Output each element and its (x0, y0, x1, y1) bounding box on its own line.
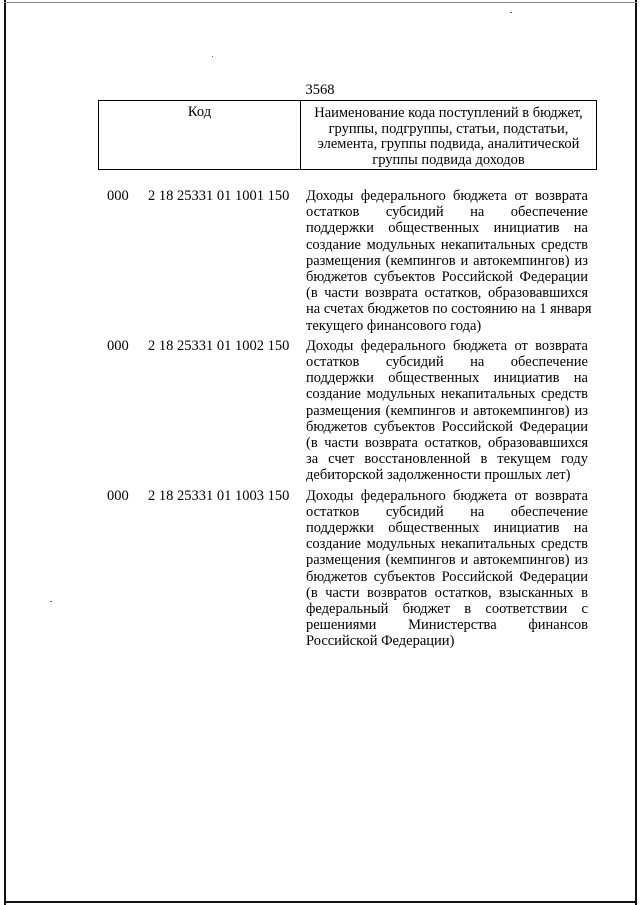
admin-code: 000 (107, 188, 129, 204)
header-name-line: группы подвида доходов (372, 151, 525, 168)
page-edge-top (4, 2, 637, 3)
description-line: размещения (кемпингов и автокемпингов) из (306, 252, 588, 269)
page-edge-bottom (4, 901, 637, 903)
description-line: (в части возвратов остатков, взысканных в (306, 584, 588, 601)
description-line: размещения (кемпингов и автокемпингов) из (306, 552, 588, 569)
table-row (0, 188, 640, 334)
scan-speck (212, 56, 213, 57)
income-description (306, 338, 588, 484)
page-number: 3568 (305, 82, 335, 98)
table-row (0, 338, 640, 484)
description-line: поддержки общественных инициатив на (306, 370, 588, 387)
description-line: Доходы федерального бюджета от возврата (306, 188, 588, 204)
budget-code: 2 18 25331 01 1001 150 (148, 188, 290, 204)
description-line: создание модульных некапитальных средств (306, 536, 588, 553)
description-line: остатков субсидий на обеспечение (306, 204, 588, 221)
description-line: за счет восстановленной в текущем году (306, 451, 588, 468)
admin-code: 000 (107, 337, 129, 354)
budget-code: 2 18 25331 01 1002 150 (148, 337, 290, 354)
description-line: Доходы федерального бюджета от возврата (306, 487, 588, 504)
table-header (98, 100, 597, 170)
description-line: размещения (кемпингов и автокемпингов) из (306, 402, 588, 419)
budget-code: 2 18 25331 01 1003 150 (148, 487, 290, 504)
description-line: остатков субсидий на обеспечение (306, 503, 588, 520)
description-line: бюджетов субъектов Российской Федерации (306, 418, 588, 435)
description-line: поддержки общественных инициатив на (306, 520, 588, 537)
description-line: дебиторской задолженности прошлых лет) (306, 467, 571, 484)
description-line: поддержки общественных инициатив на (306, 220, 588, 237)
table-row (0, 488, 640, 650)
header-name-line: элемента, группы подвида, аналитической (317, 136, 580, 152)
header-code-label: Код (99, 101, 301, 169)
description-line: создание модульных некапитальных средств (306, 386, 588, 403)
income-description (306, 188, 592, 334)
description-line: Доходы федерального бюджета от возврата (306, 337, 588, 354)
description-line: решениями Министерства финансов (306, 617, 588, 634)
description-line: бюджетов субъектов Российской Федерации (306, 269, 588, 286)
description-line: создание модульных некапитальных средств (306, 236, 588, 253)
header-name-line: Наименование кода поступлений в бюджет, (314, 105, 583, 121)
description-line: текущего финансового года) (306, 317, 482, 334)
income-description (306, 488, 588, 650)
description-line: (в части возврата остатков, образовавшихся (306, 435, 588, 452)
description-line: Российской Федерации) (306, 633, 455, 650)
description-line: бюджетов субъектов Российской Федерации (306, 568, 588, 585)
header-name-line: группы, подгруппы, статьи, подстатьи, (328, 120, 569, 137)
description-line: федеральный бюджет в соответствии с (306, 601, 588, 618)
admin-code: 000 (107, 487, 129, 504)
header-name-label (301, 101, 596, 169)
table-body (0, 188, 640, 654)
description-line: остатков субсидий на обеспечение (306, 354, 588, 371)
description-line: (в части возврата остатков, образовавшихся (306, 285, 588, 302)
description-line: на счетах бюджетов по состоянию на 1 января (306, 301, 592, 318)
scan-speck (510, 12, 512, 13)
